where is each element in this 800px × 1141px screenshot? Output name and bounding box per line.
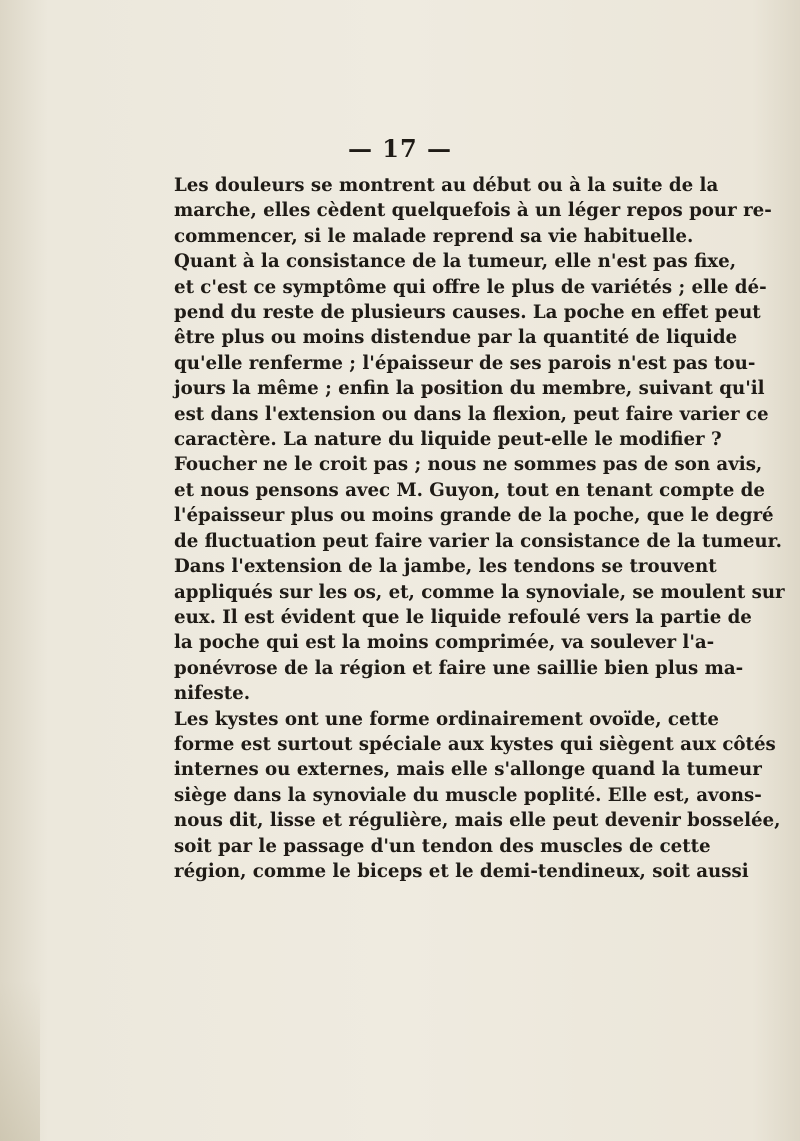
- text-line: et c'est ce symptôme qui offre le plus de variétés ; elle dé-: [174, 276, 767, 298]
- page-number: — 17 —: [347, 134, 453, 163]
- text-line: l'épaisseur plus ou moins grande de la poche, que le degré: [174, 505, 774, 527]
- text-line: eux. Il est évident que le liquide refoulé vers la partie de: [174, 606, 752, 628]
- body-text: [152, 173, 785, 884]
- text-line: la poche qui est la moins comprimée, va soulever l'a-: [174, 632, 715, 654]
- text-line: marche, elles cèdent quelquefois à un léger repos pour re-: [174, 200, 772, 222]
- text-line: jours la même ; enfin la position du membre, suivant qu'il: [174, 378, 765, 400]
- text-line: nifeste.: [174, 683, 251, 705]
- text-line: forme est surtout spéciale aux kystes qui siègent aux côtés: [174, 733, 776, 755]
- text-line: est dans l'extension ou dans la flexion, peut faire varier ce: [174, 403, 769, 425]
- text-line: internes ou externes, mais elle s'allonge quand la tumeur: [174, 759, 762, 781]
- text-line: pend du reste de plusieurs causes. La poche en effet peut: [174, 302, 761, 324]
- paper-stain: [0, 981, 40, 1141]
- text-line: Quant à la consistance de la tumeur, elle n'est pas fixe,: [174, 251, 737, 273]
- text-line: Les kystes ont une forme ordinairement ovoïde, cette: [174, 708, 719, 730]
- text-line: soit par le passage d'un tendon des muscles de cette: [174, 835, 711, 857]
- paragraph-2: [152, 249, 782, 554]
- text-line: région, comme le biceps et le demi-tendineux, soit aussi: [174, 860, 749, 882]
- paragraph-1: [152, 173, 772, 249]
- paragraph-4: [152, 707, 781, 885]
- text-line: caractère. La nature du liquide peut-elle le modifier ?: [174, 429, 722, 451]
- text-line: ponévrose de la région et faire une saillie bien plus ma-: [174, 657, 744, 679]
- paragraph-3: [152, 554, 785, 706]
- text-line: Les douleurs se montrent au début ou à la suite de la: [174, 175, 719, 196]
- text-line: de fluctuation peut faire varier la consistance de la tumeur.: [174, 530, 782, 552]
- text-line: Foucher ne le croit pas ; nous ne sommes pas de son avis,: [174, 454, 763, 476]
- text-line: appliqués sur les os, et, comme la synoviale, se moulent sur: [174, 581, 785, 603]
- text-line: nous dit, lisse et régulière, mais elle peut devenir bosselée,: [174, 810, 781, 832]
- text-line: siège dans la synoviale du muscle poplité. Elle est, avons-: [174, 784, 762, 806]
- text-line: qu'elle renferme ; l'épaisseur de ses parois n'est pas tou-: [174, 352, 756, 374]
- text-line: commencer, si le malade reprend sa vie habituelle.: [174, 225, 694, 247]
- text-line: Dans l'extension de la jambe, les tendons se trouvent: [174, 556, 717, 578]
- text-line: être plus ou moins distendue par la quantité de liquide: [174, 327, 738, 349]
- text-line: et nous pensons avec M. Guyon, tout en tenant compte de: [174, 479, 765, 501]
